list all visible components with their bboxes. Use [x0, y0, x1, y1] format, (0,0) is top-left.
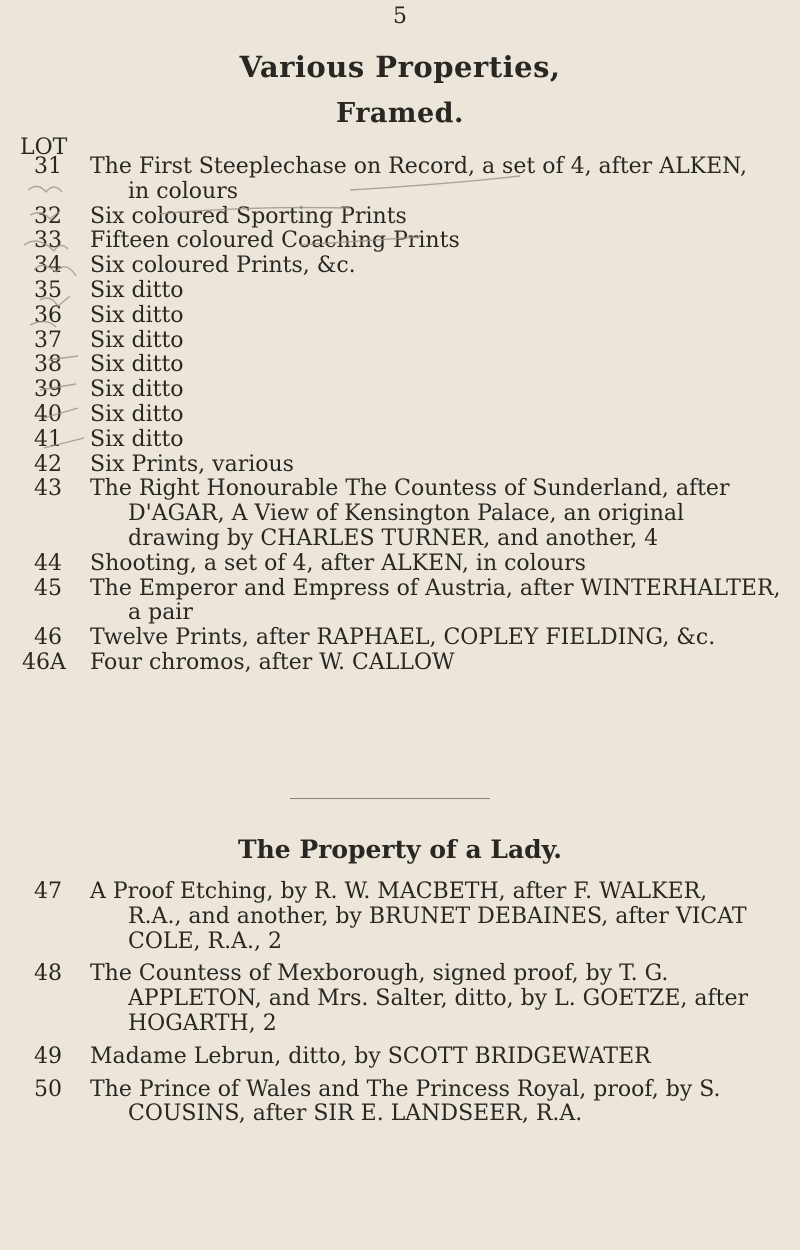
- lot-number: 45: [34, 575, 62, 601]
- lot-number: 41: [34, 426, 62, 452]
- lot-entry: [0, 378, 800, 403]
- lot-list-various: [0, 155, 800, 676]
- lot-description: [90, 651, 788, 676]
- lot-entry: [0, 552, 800, 577]
- lot-description-line: COLE, R.A., 2: [128, 928, 282, 954]
- lot-description-line: Madame Lebrun, ditto, by SCOTT BRIDGEWATER: [90, 1043, 651, 1069]
- lot-number: 43: [34, 476, 62, 502]
- lot-description: [90, 403, 788, 428]
- lot-entry: [0, 1045, 800, 1070]
- lot-description-line: Four chromos, after W. CALLOW: [90, 649, 455, 675]
- lot-description-line: Six ditto: [90, 426, 184, 452]
- lot-description: [90, 254, 788, 279]
- lot-entry: [0, 229, 800, 254]
- lot-entry: [0, 254, 800, 279]
- lot-description: [90, 378, 788, 403]
- lot-number: 46: [34, 625, 62, 651]
- lot-description: [90, 880, 788, 954]
- lot-number: 39: [34, 377, 62, 403]
- lot-description-line: Twelve Prints, after RAPHAEL, COPLEY FIELDING, &c.: [90, 625, 716, 651]
- lot-entry: [0, 453, 800, 478]
- lot-description-line: The Prince of Wales and The Princess Royal, proof, by S.: [90, 1076, 721, 1102]
- lot-description-line: The Countess of Mexborough, signed proof, by T. G.: [90, 961, 669, 987]
- lot-description-line: Six coloured Prints, &c.: [90, 253, 356, 279]
- subheading-framed: Framed.: [336, 98, 464, 129]
- lot-description-line: Six ditto: [90, 401, 184, 427]
- lot-number: 35: [34, 277, 62, 303]
- lot-description-line: Fifteen coloured Coaching Prints: [90, 228, 460, 254]
- lot-description-line: APPLETON, and Mrs. Salter, ditto, by L. GOETZE, after: [128, 986, 748, 1012]
- lot-description: [90, 205, 788, 230]
- lot-number: 38: [34, 352, 62, 378]
- lot-entry: [0, 279, 800, 304]
- lot-number: 34: [34, 253, 62, 279]
- lot-number: 49: [34, 1043, 62, 1069]
- lot-entry: [0, 477, 800, 551]
- lot-description: [90, 353, 788, 378]
- lot-description-line: Shooting, a set of 4, after ALKEN, in colours: [90, 550, 586, 576]
- lot-list-lady: [0, 880, 800, 1135]
- lot-number: 31: [34, 154, 62, 179]
- lot-number: 36: [34, 302, 62, 328]
- lot-entry: [0, 1078, 800, 1128]
- lot-number: 37: [34, 327, 62, 353]
- lot-number: 33: [34, 228, 62, 254]
- lot-entry: [0, 155, 800, 205]
- lot-entry: [0, 577, 800, 627]
- lot-description-line: The Emperor and Empress of Austria, after WINTERHALTER,: [90, 575, 781, 601]
- lot-description-line: A Proof Etching, by R. W. MACBETH, after F. WALKER,: [90, 879, 708, 904]
- lot-description: [90, 453, 788, 478]
- lot-number: 42: [34, 451, 62, 477]
- lot-description: [90, 155, 788, 205]
- lot-description-line: Six ditto: [90, 277, 184, 303]
- lot-description-line: Six ditto: [90, 377, 184, 403]
- lot-description-line: The First Steeplechase on Record, a set of 4, after ALKEN,: [90, 154, 748, 179]
- lot-description-line: D'AGAR, A View of Kensington Palace, an original: [128, 501, 685, 527]
- section-heading-various-properties: Various Properties,: [239, 50, 561, 84]
- section-divider: [290, 798, 490, 799]
- lot-number: 47: [34, 879, 62, 904]
- lot-column-label: LOT: [20, 135, 68, 160]
- lot-description: [90, 304, 788, 329]
- lot-description: [90, 279, 788, 304]
- lot-entry: [0, 880, 800, 954]
- lot-description: [90, 329, 788, 354]
- lot-number: 46A: [22, 649, 66, 675]
- page-number: 5: [393, 4, 407, 29]
- lot-description: [90, 962, 788, 1036]
- lot-entry: [0, 626, 800, 651]
- lot-entry: [0, 403, 800, 428]
- lot-description: [90, 229, 788, 254]
- lot-number: 50: [34, 1076, 62, 1102]
- lot-description: [90, 477, 788, 551]
- lot-description-line: a pair: [128, 600, 193, 626]
- section-heading-property-of-a-lady: The Property of a Lady.: [237, 835, 563, 864]
- lot-description-line: Six ditto: [90, 352, 184, 378]
- lot-entry: [0, 304, 800, 329]
- lot-number: 40: [34, 401, 62, 427]
- lot-description-line: COUSINS, after SIR E. LANDSEER, R.A.: [128, 1101, 583, 1127]
- lot-description: [90, 1078, 788, 1128]
- lot-entry: [0, 428, 800, 453]
- lot-description: [90, 626, 788, 651]
- lot-description: [90, 1045, 788, 1070]
- lot-entry: [0, 651, 800, 676]
- lot-description: [90, 577, 788, 627]
- lot-description-line: Six Prints, various: [90, 451, 294, 477]
- lot-number: 44: [34, 550, 62, 576]
- lot-number: 32: [34, 203, 62, 229]
- lot-description-line: HOGARTH, 2: [128, 1010, 277, 1036]
- lot-description: [90, 552, 788, 577]
- lot-number: 48: [34, 961, 62, 987]
- lot-description-line: drawing by CHARLES TURNER, and another, 4: [128, 525, 659, 551]
- lot-entry: [0, 205, 800, 230]
- lot-description-line: in colours: [128, 178, 239, 204]
- lot-entry: [0, 353, 800, 378]
- lot-description-line: The Right Honourable The Countess of Sunderland, after: [90, 476, 730, 502]
- lot-entry: [0, 962, 800, 1036]
- lot-entry: [0, 329, 800, 354]
- lot-description-line: Six ditto: [90, 302, 184, 328]
- lot-description-line: Six coloured Sporting Prints: [90, 203, 407, 229]
- lot-description-line: R.A., and another, by BRUNET DEBAINES, after VICAT: [128, 903, 747, 929]
- lot-description: [90, 428, 788, 453]
- lot-description-line: Six ditto: [90, 327, 184, 353]
